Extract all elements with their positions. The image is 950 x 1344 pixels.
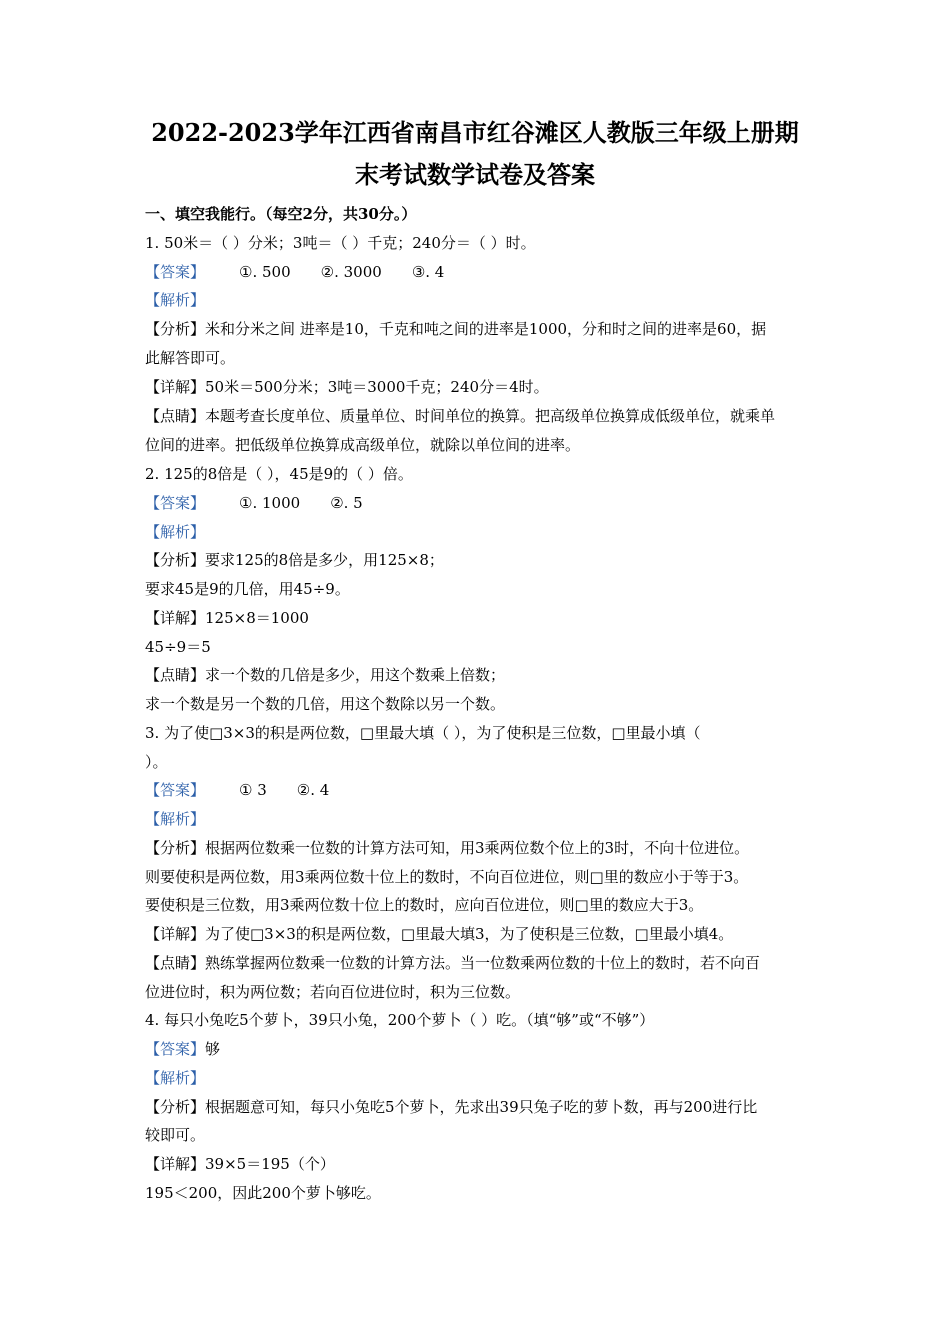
answer-label: 【答案】 (145, 494, 206, 512)
q1-dianjing: 【点睛】本题考查长度单位、质量单位、时间单位的换算。把高级单位换算成低级单位，就乘单 (145, 407, 776, 425)
q3-question: 3. 为了使□3×3的积是两位数，□里最大填（ ），为了使积是三位数，□里最小填（ (145, 724, 701, 742)
answer-label: 【答案】 (145, 781, 206, 799)
q3-xiangjie: 【详解】为了使□3×3的积是两位数，□里最大填3，为了使积是三位数，□里最小填4。 (145, 925, 734, 943)
q4-answer: 够 (205, 1040, 221, 1058)
q2-xiangjie: 【详解】125×8＝1000 (145, 609, 309, 627)
q3-answer-row (145, 780, 329, 800)
q2-xiangjie-2: 45÷9＝5 (145, 638, 211, 656)
q2-fenxi-2: 要求45是9的几倍，用45÷9。 (145, 580, 350, 598)
q4-analysis-label: 【解析】 (145, 1069, 206, 1087)
q1-xiangjie: 【详解】50米＝500分米；3吨＝3000千克；240分＝4时。 (145, 378, 549, 396)
q3-answer-2: ②. 4 (296, 781, 330, 799)
q3-fenxi: 【分析】根据两位数乘一位数的计算方法可知，用3乘两位数个位上的3时，不向十位进位。 (145, 839, 750, 857)
q4-fenxi-2: 较即可。 (145, 1126, 206, 1144)
q3-fenxi-3: 要使积是三位数，用3乘两位数十位上的数时，应向百位进位，则□里的数应大于3。 (145, 896, 704, 914)
q4-fenxi: 【分析】根据题意可知，每只小兔吃5个萝卜，先求出39只兔子吃的萝卜数，再与200进行比 (145, 1098, 758, 1116)
q4-xiangjie-2: 195＜200，因此200个萝卜够吃。 (145, 1184, 381, 1202)
answer-label: 【答案】 (145, 263, 206, 281)
q4-question: 4. 每只小兔吃5个萝卜，39只小兔，200个萝卜（ ）吃。（填“够”或“不够”） (145, 1011, 655, 1029)
q2-dianjing-2: 求一个数是另一个数的几倍，用这个数除以另一个数。 (145, 695, 506, 713)
q1-analysis-label: 【解析】 (145, 291, 206, 309)
q4-xiangjie: 【详解】39×5＝195（个） (145, 1155, 335, 1173)
q3-answer-1: ① 3 (239, 781, 267, 799)
q3-question-2: ）。 (145, 753, 168, 771)
q1-answer-3: ③. 4 (411, 263, 445, 281)
q3-fenxi-2: 则要使积是两位数，用3乘两位数十位上的数时，不向百位进位，则□里的数应小于等于3。 (145, 868, 749, 886)
document-title-line-2: 末考试数学试卷及答案 (355, 160, 595, 189)
q2-answer-row (145, 493, 363, 513)
q1-answer-2: ②. 3000 (320, 263, 382, 281)
q1-dianjing-2: 位间的进率。把低级单位换算成高级单位，就除以单位间的进率。 (145, 436, 581, 454)
q1-fenxi-2: 此解答即可。 (145, 349, 236, 367)
q2-dianjing: 【点睛】求一个数的几倍是多少，用这个数乘上倍数； (145, 666, 506, 684)
q1-fenxi: 【分析】米和分米之间 进率是10，千克和吨之间的进率是1000，分和时之间的进率是60，据 (145, 320, 767, 338)
q2-analysis-label: 【解析】 (145, 523, 206, 541)
q1-question: 1. 50米＝（ ）分米；3吨＝（ ）千克；240分＝（ ）时。 (145, 234, 536, 252)
answer-label: 【答案】 (145, 1040, 206, 1058)
section-heading: 一、填空我能行。（每空2分，共30分。） (145, 205, 417, 223)
q1-answer-row (145, 262, 444, 282)
q2-question: 2. 125的8倍是（ ），45是9的（ ）倍。 (145, 465, 413, 483)
q2-answer-2: ②. 5 (330, 494, 363, 512)
q2-fenxi: 【分析】要求125的8倍是多少，用125×8； (145, 551, 444, 569)
document-title-line-1: 2022-2023学年江西省南昌市红谷滩区人教版三年级上册期 (151, 118, 799, 147)
q3-analysis-label: 【解析】 (145, 810, 206, 828)
q4-answer-row (145, 1039, 220, 1059)
q1-answer-1: ①. 500 (239, 263, 291, 281)
q3-dianjing-2: 位进位时，积为两位数；若向百位进位时，积为三位数。 (145, 983, 521, 1001)
q2-answer-1: ①. 1000 (239, 494, 301, 512)
q3-dianjing: 【点睛】熟练掌握两位数乘一位数的计算方法。当一位数乘两位数的十位上的数时，若不向百 (145, 954, 761, 972)
